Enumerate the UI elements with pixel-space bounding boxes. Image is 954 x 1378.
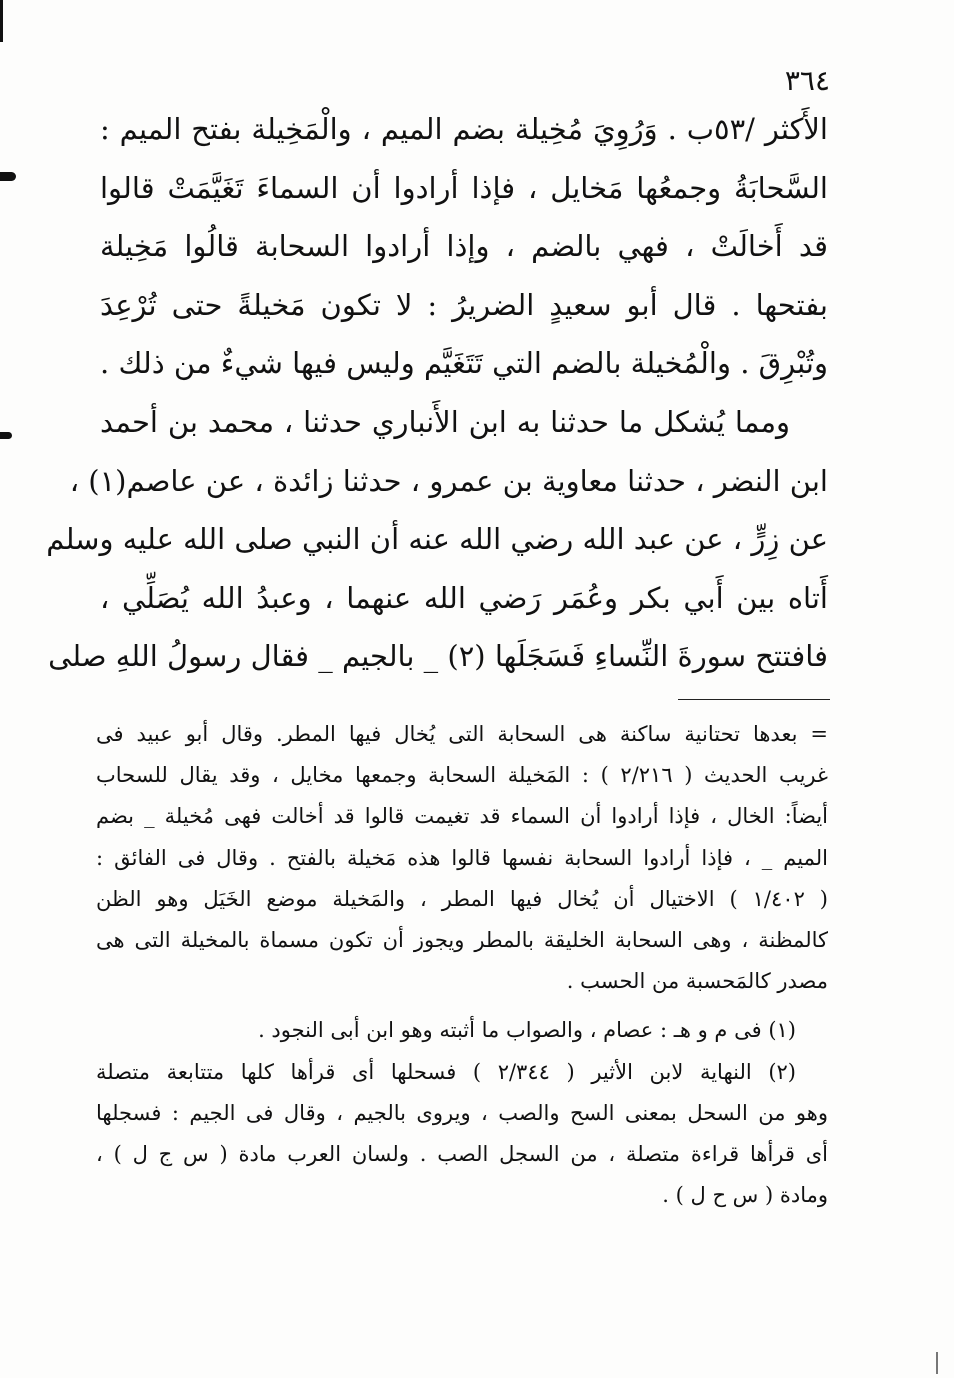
text-line: أَتاه بين أَبي بكر وعُمَر رَضي الله عنهما ، وعبدُ الله يُصَلِّي ، (100, 580, 828, 615)
page-number: ٣٦٤ (784, 64, 830, 97)
footnote-line: كالمظنة ، وهى السحابة الخليقة بالمطر ويجوز أن تكون مسماة بالمخيلة التى هى (96, 927, 828, 952)
footnote-line: ومادة ( س ح ل ) . (662, 1183, 828, 1208)
text-line: ابن النضر ، حدثنا معاوية بن عمرو ، حدثنا زائدة ، عن عاصم(١) ، (69, 463, 828, 498)
text-line: قد أَخالَتْ ، فهي بالضم ، وإذا أرادوا السحابة قالُوا مَخِيلة (100, 229, 828, 264)
footnote-line: غريب الحديث ( ٢/٢١٦ ) : المَخيلة السحابة وجمعها مخايل ، وقد يقال للسحاب (96, 763, 829, 788)
footnote-line: مصدر كالمَحسبة من الحسب . (566, 969, 828, 994)
footnote-1: (١) فى م و هـ : عصام ، والصواب ما أثبته وهو ابن أبى النجود . (258, 1018, 796, 1043)
scan-edge-mark (936, 1352, 938, 1374)
scan-margin-mark (0, 172, 16, 181)
footnote-line: ( ١/٤٠٢ ) الاختيال أن يُخال فيها المطر ، والمَخيلة موضع الخَيَل وهو الظن (96, 886, 828, 911)
footnote-line: وهو من السحل بمعنى السح والصب ، ويروى بالجيم ، وقال فى الجيم : فسجلها (96, 1100, 828, 1125)
footnote-2: (٢) النهاية لابن الأثير ( ٢/٣٤٤ ) فسحلها أى قرأها كلها متتابعة متصلة (96, 1059, 796, 1084)
text-line: وتُبْرِقَ . والْمُخيلة بالضم التي تَتَغَيَّم وليس فيها شيءٌ من ذلك . (100, 346, 828, 381)
text-line: عن زِرٍّ ، عن عبد الله رضي الله عنه أن النبي صلى الله عليه وسلم (46, 522, 828, 557)
footnote-line: = بعدها تحتانية ساكنة هى السحابة التى يُخال فيها المطر. وقال أبو عبيد فى (96, 722, 828, 746)
footnote-line: الميم _ ، فإذا أرادوا السحابة نفسها قالوا هذه مَخيلة بالفتح . وقال فى الفائق : (96, 845, 828, 870)
footnote-line: أيضاً: الخال ، فإذا أرادوا أن السماء قد تغيمت قالوا قد أخالت فهى مُخيلة _ بضم (96, 804, 828, 829)
text-line: بفتحها . قال أبو سعيدٍ الضريرُ : لا تكون مَخيلةً حتى تُرْعِدَ (100, 287, 828, 322)
footnote-separator (678, 699, 830, 700)
text-line: فافتتح سورةَ النِّساءِ فَسَجَلَها (٢) _ بالجيم _ فقال رسولُ اللهِ صلى (48, 639, 828, 674)
text-line: السَّحابَةُ وجمعُها مَخايل ، فإذا أرادوا أن السماءَ تَغَيَّمَتْ قالوا (100, 170, 828, 205)
text-line: الأَكثر /٥٣ب . وَرُوِيَ مُخِيلة بضم الميم ، والْمَخِيلة بفتح الميم : (100, 112, 828, 146)
text-line: ومما يُشكل ما حدثنا به ابن الأَنباري حدثنا ، محمد بن أحمد (100, 404, 790, 439)
scan-edge-mark (0, 0, 3, 42)
footnotes (96, 714, 828, 1216)
main-text-body (46, 100, 828, 686)
scan-margin-mark (0, 432, 12, 439)
footnote-line: أى قرأها قراءة متصلة ، من السجل الصب . ولسان العرب مادة ( س ج ل ) ، (96, 1141, 828, 1166)
